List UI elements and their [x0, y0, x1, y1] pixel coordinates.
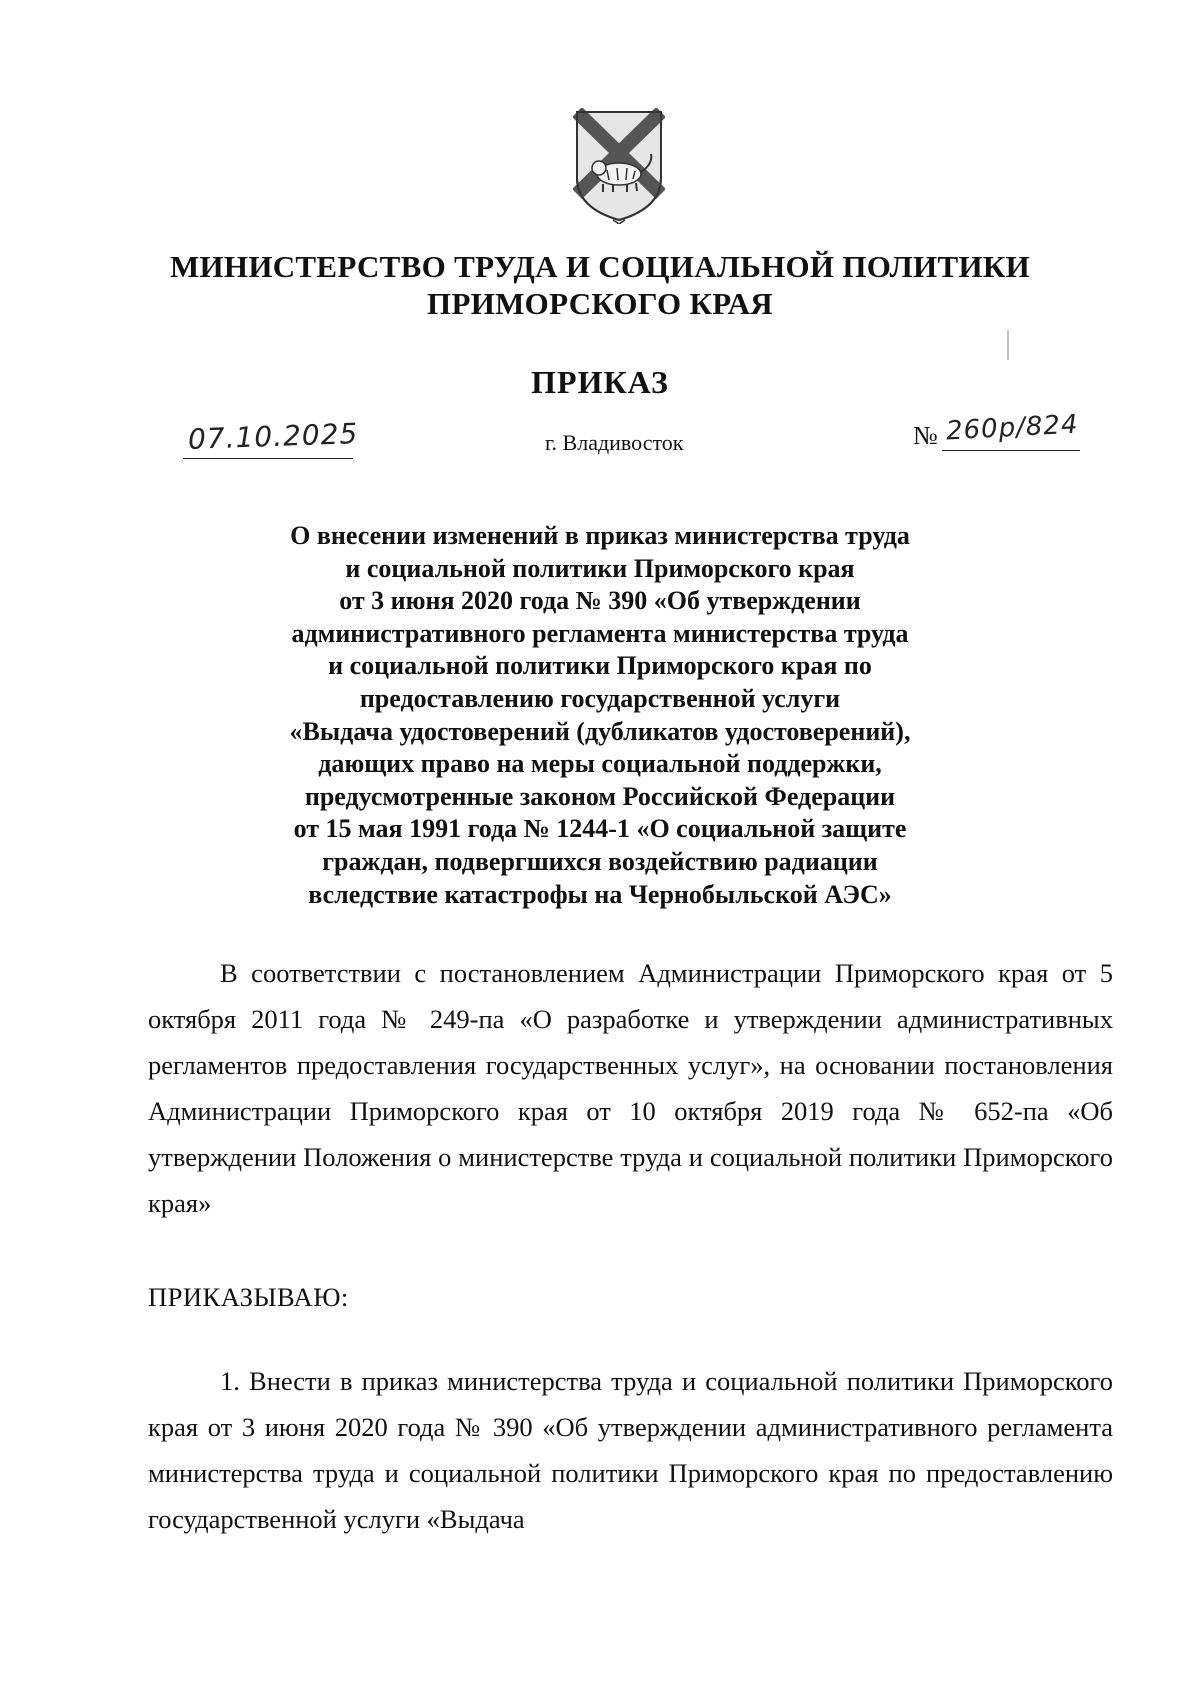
- number-underline: [942, 450, 1080, 451]
- scan-artifact: [1007, 330, 1009, 360]
- date-underline: [183, 458, 353, 459]
- ministry-name-line1: МИНИСТЕРСТВО ТРУДА И СОЦИАЛЬНОЙ ПОЛИТИКИ: [169, 249, 1031, 284]
- item-1-text: 1. Внести в приказ министерства труда и социальной политики Приморского края от 3 июня 2020 года № 390 «Об утверждении административного регламента министерства труда и социальной политики Приморского края по предоставлению государственной услуги «Выдача: [148, 1366, 1113, 1534]
- subject-line: предусмотренные законом Российской Федерации: [304, 781, 896, 811]
- ministry-name: [0, 248, 1200, 322]
- city: г. Владивосток: [545, 430, 684, 455]
- subject-line: дающих право на меры социальной поддержки,: [318, 749, 882, 779]
- document-subject: [0, 520, 1200, 911]
- handwritten-number: 260р/824: [945, 409, 1080, 447]
- subject-line: вследствие катастрофы на Чернобыльской АЭС»: [308, 879, 892, 909]
- subject-line: и социальной политики Приморского края по: [328, 651, 872, 681]
- handwritten-date: 07.10.2025: [187, 417, 359, 456]
- preamble-paragraph: [148, 950, 1113, 1226]
- subject-line: от 3 июня 2020 года № 390 «Об утверждении: [339, 586, 861, 616]
- subject-line: предоставлению государственной услуги: [359, 683, 841, 713]
- order-word: ПРИКАЗЫВАЮ:: [148, 1282, 349, 1312]
- subject-line: граждан, подвергшихся воздействию радиации: [322, 846, 878, 876]
- coat-of-arms-icon: [573, 108, 665, 224]
- subject-line: от 15 мая 1991 года № 1244-1 «О социальной защите: [293, 814, 907, 844]
- preamble-text: В соответствии с постановлением Администрации Приморского края от 5 октября 2011 года № 249-па «О разработке и утверждении административных регламентов предоставления государственных услуг», на основании постановления Администрации Приморского края от 10 октября 2019 года № 652-па «Об утверждении Положения о министерстве труда и социальной политики Приморского края»: [148, 958, 1113, 1218]
- ministry-name-line2: ПРИМОРСКОГО КРАЯ: [427, 286, 773, 321]
- subject-line: административного регламента министерства труда: [291, 618, 909, 648]
- document-type: ПРИКАЗ: [531, 364, 669, 400]
- item-1-paragraph: [148, 1358, 1113, 1542]
- number-sign: №: [913, 421, 938, 450]
- subject-line: и социальной политики Приморского края: [345, 553, 855, 583]
- subject-line: «Выдача удостоверений (дубликатов удостоверений),: [289, 716, 911, 746]
- subject-line: О внесении изменений в приказ министерства труда: [290, 521, 910, 550]
